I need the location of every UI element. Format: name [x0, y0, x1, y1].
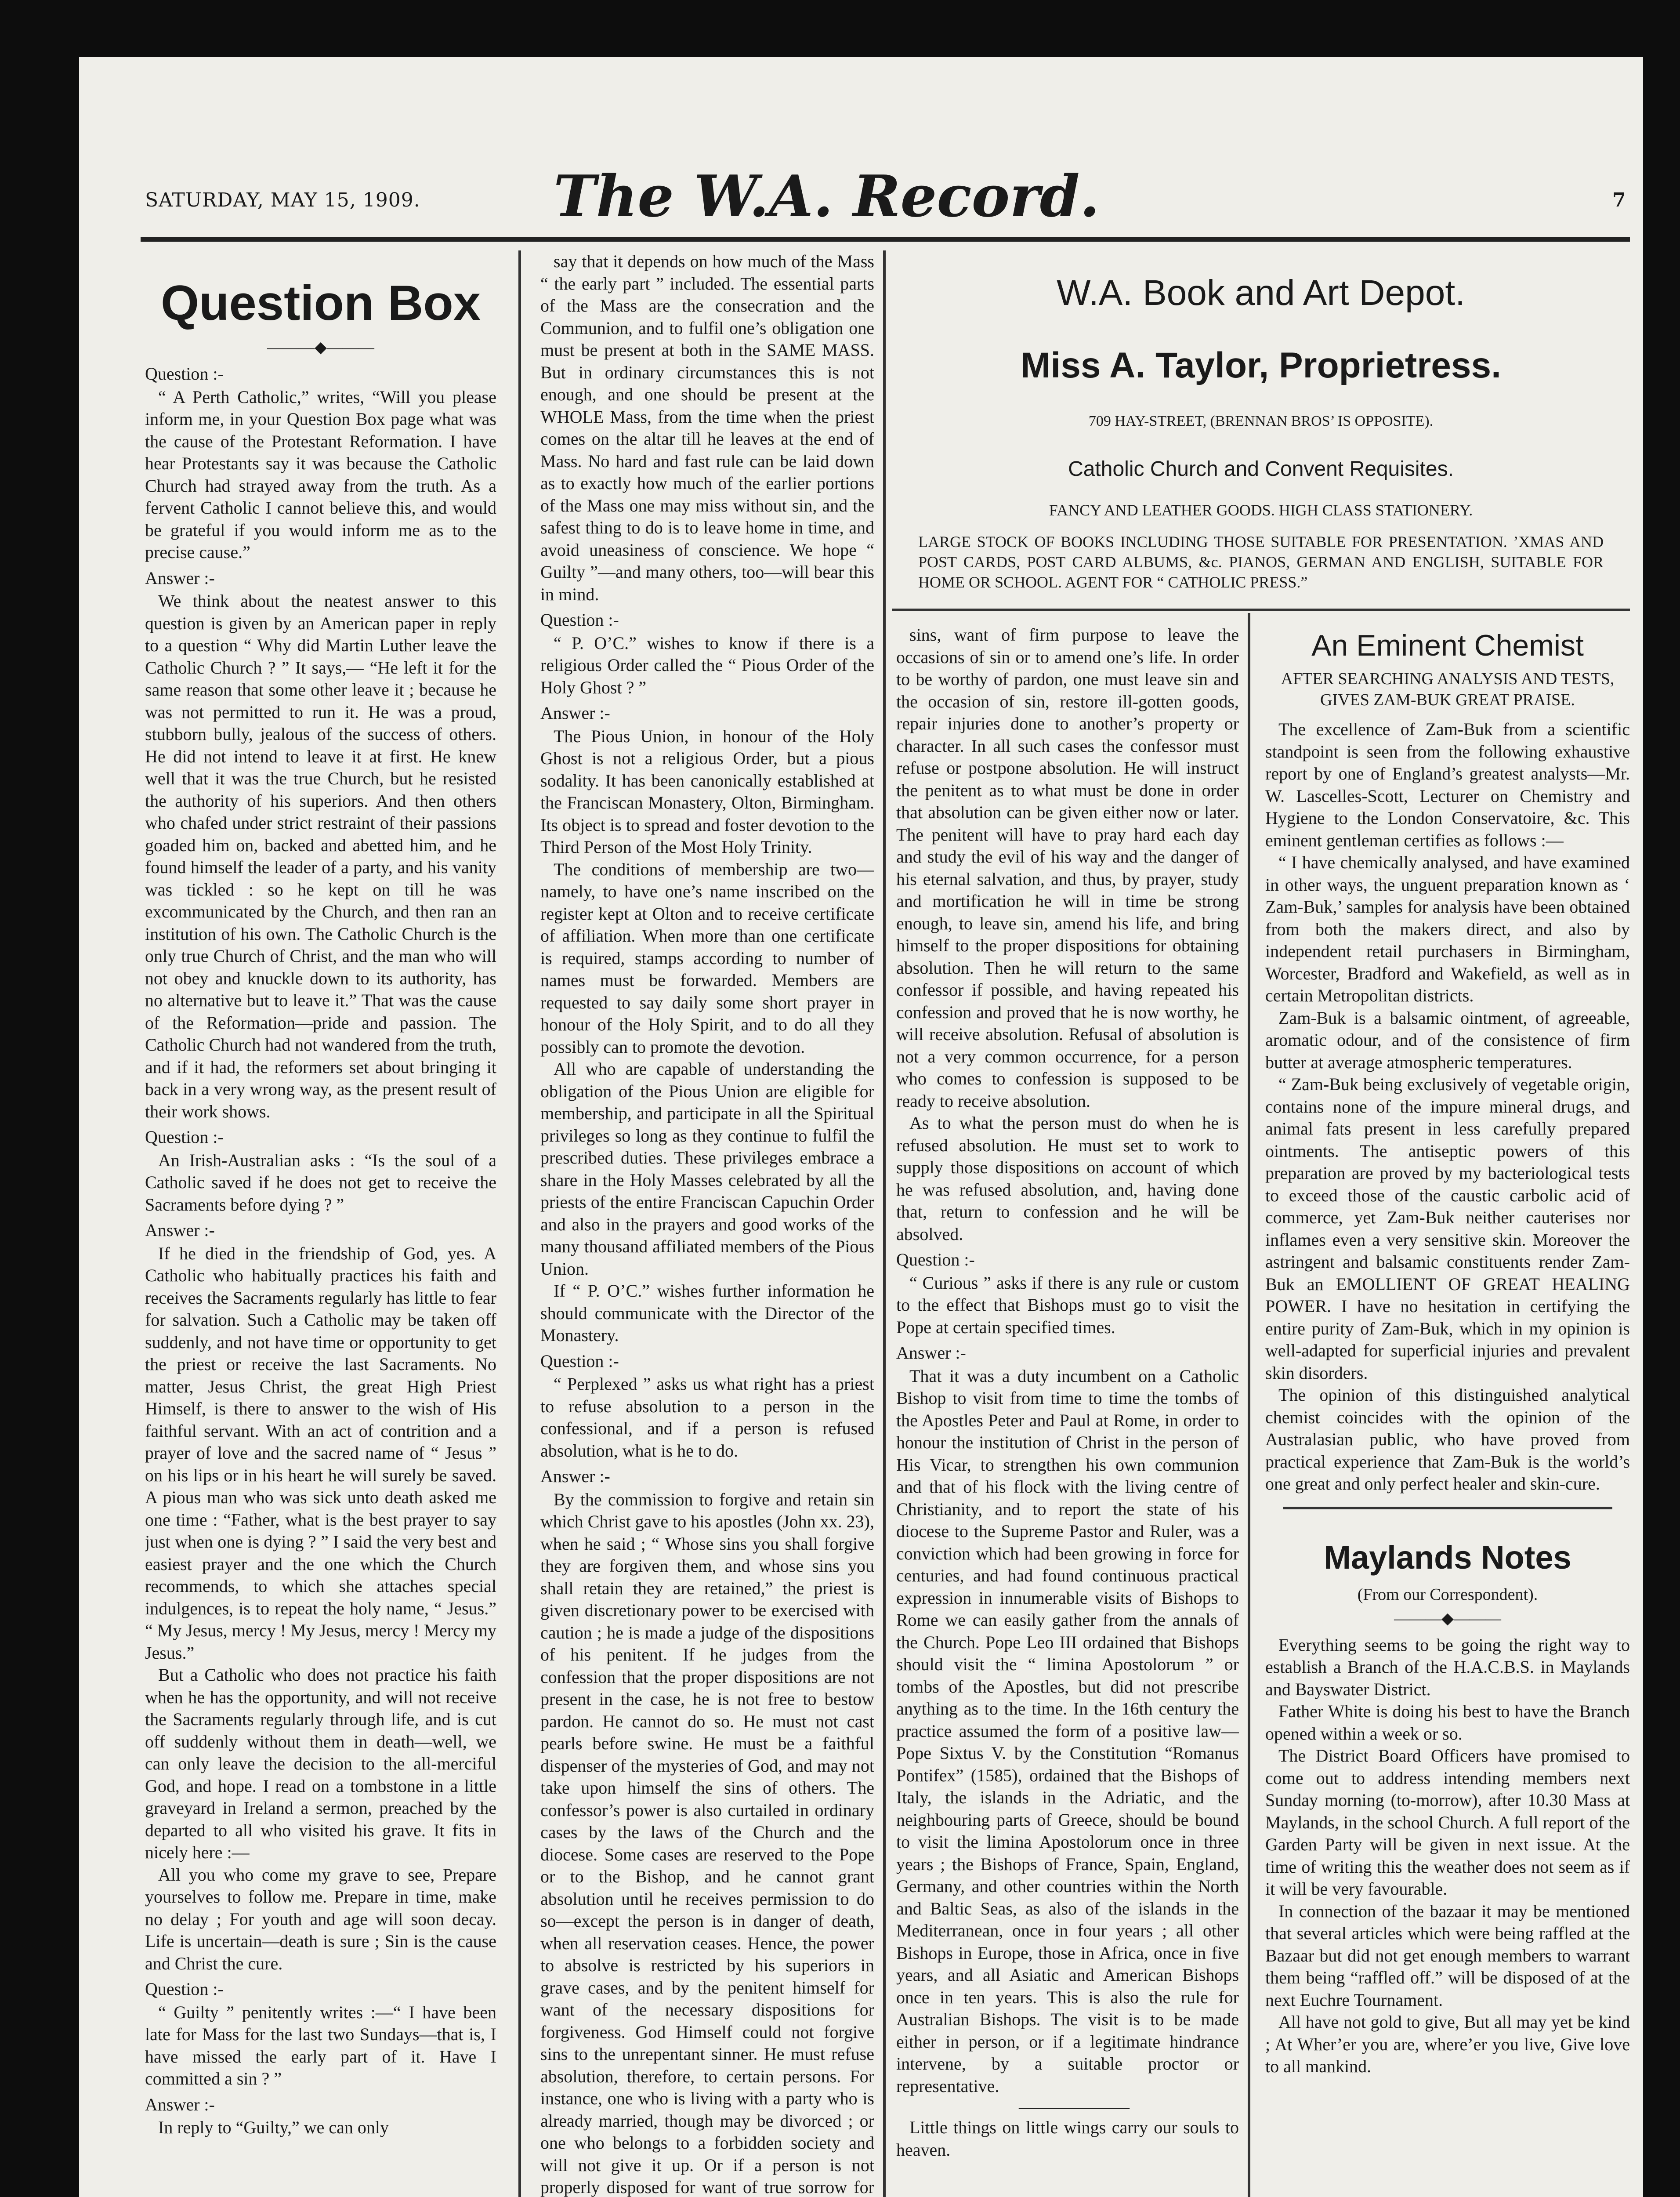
chemist-subheading: AFTER SEARCHING ANALYSIS AND TESTS, GIVES ZAM-BUK GREAT PRAISE. [1281, 670, 1615, 709]
right-column [1265, 624, 1630, 2197]
ad-address: 709 HAY-STREET, (BRENNAN BROS’ IS OPPOSITE). [1088, 413, 1434, 429]
question-answer-label: Question :- [540, 610, 619, 630]
paragraph: In connection of the bazaar it may be mentioned that several articles which were being raffled at the Bazaar but did not get enough members to warrant them being “raffled off.” will be disposed of at the next Euchre Tournament. [1265, 1901, 1630, 2010]
question-answer-label: Question :- [145, 1979, 224, 1999]
paragraph: In reply to “Guilty,” we can only [158, 2117, 389, 2137]
advertisement-bottom-rule [892, 609, 1630, 611]
paragraph: All who are capable of understanding the obligation of the Pious Union are eligible for membership, and participate in all the Spiritual privileges so long as they continue to fulfil the prescribed duties. These privileges embrace a share in the Holy Masses celebrated by all the priests of the entire Franciscan Capuchin Order and also in the prayers and good works of the many thousand affiliated members of the Pious Union. [540, 1059, 874, 1279]
paragraph: “ Guilty ” penitently writes :—“ I have been late for Mass for the last two Sundays—that is, I have missed the early part of it. Have I committed a sin ? ” [145, 2002, 496, 2088]
column-text [145, 363, 496, 2139]
chemist-heading: An Eminent Chemist [1311, 629, 1584, 662]
ornament-divider: ——————— [1019, 2098, 1130, 2116]
paragraph: “ Curious ” asks if there is any rule or custom to the effect that Bishops must go to visit the Pope at certain specified times. [896, 1273, 1239, 1337]
paragraph: If “ P. O’C.” wishes further information he should communicate with the Director of the Monastery. [540, 1281, 874, 1345]
column-text [896, 624, 1239, 2161]
paragraph: say that it depends on how much of the Mass “ the early part ” included. The essential parts of the Mass are the consecration and the Communion, and to fulfil one’s obligation one must be present at both in the SAME MASS. But in ordinary circumstances this is not enough, and one should be present at the WHOLE Mass, from the time when the priest comes on the altar till he leaves at the end of Mass. No hard and fast rule can be laid down as to exactly how much of the earlier portions of the Mass one may miss without sin, and the safest thing to do is to leave home in time, and avoid uneasiness of conscience. We hope “ Guilty ”—and many others, too—will bear this in mind. [540, 251, 874, 604]
masthead [79, 158, 1643, 237]
question-answer-label: Question :- [145, 364, 224, 384]
question-answer-label: Answer :- [540, 1466, 610, 1486]
newspaper-page [79, 57, 1643, 2197]
question-answer-label: Answer :- [896, 1343, 966, 1363]
paragraph: Father White is doing his best to have the Branch opened within a week or so. [1265, 1701, 1630, 1744]
question-answer-label: Answer :- [145, 2094, 215, 2114]
paragraph: Zam-Buk is a balsamic ointment, of agreeable, aromatic odour, and of the consistence of firm butter at average atmospheric temperatures. [1265, 1008, 1630, 1072]
question-answer-label: Question :- [896, 1250, 975, 1269]
paragraph: “ A Perth Catholic,” writes, “Will you please inform me, in your Question Box page what was the cause of the Protestant Reformation. I have hear Protestants say it was because the Catholic Church had strayed away from the truth. As a fervent Catholic I cannot believe this, and would be grateful if you would inform me as to the precise cause.” [145, 387, 496, 562]
newspaper-title: The W.A. Record. [554, 163, 1100, 230]
question-box-heading: Question Box [160, 276, 481, 330]
ad-requisites: Catholic Church and Convent Requisites. [1068, 457, 1454, 481]
question-answer-label: Answer :- [145, 568, 215, 588]
ad-proprietress: Miss A. Taylor, Proprietress. [1021, 345, 1501, 385]
page-number: 7 [1612, 189, 1626, 211]
ad-shop-name: W.A. Book and Art Depot. [1057, 273, 1465, 313]
paragraph: sins, want of firm purpose to leave the occasions of sin or to amend one’s life. In order to be worthy of pardon, one must leave sin and the occasion of sin, restore ill-gotten goods, repair injuries done to another’s property or character. In all such cases the confessor must refuse or postpone absolution. He will instruct the penitent as to what must be done in order that absolution can be given either now or later. The penitent will have to pray hard each day and study the evil of his way and the danger of his eternal salvation, and thus, by prayer, study and mortification he will in time be strong enough, to leave sin, amend his life, and bring himself to the proper dispositions for obtaining absolution. Then he will return to the same confessor if possible, and having repeated his confession and proved that he is now worthy, he will receive absolution. Refusal of absolution is not a very common occurrence, for a person who comes to confession is supposed to be ready to receive absolution. [896, 625, 1239, 1111]
column-text [540, 250, 874, 2197]
paragraph: All you who come my grave to see, Prepare yourselves to follow me. Prepare in time, make no delay ; For youth and age will soon decay. Life is uncertain—death is sure ; Sin is the cause and Christ the cure. [145, 1864, 496, 1973]
paragraph: By the commission to forgive and retain sin which Christ gave to his apostles (John xx. 23), when he said ; “ Whose sins you shall forgive they are forgiven them, and whose sins you shall retain they are retained,” the priest is given discretionary power to be exercised with caution ; he is made a judge of the dispositions of his penitent. If he judges from the confession that the proper dispositions are not present in the case, he is not free to bestow pardon. He cannot do so. He must not cast pearls before swine. He must be a faithful dispenser of the mysteries of God, and may not take upon himself the sins of others. The confessor’s power is also curtailed in ordinary cases by the laws of the Church and the diocese. Some cases are reserved to the Pope or to the Bishop, and he cannot grant absolution until he receives permission to do so—except the person is in danger of death, when all reservation ceases. Hence, the power to absolve is restricted by his superiors in grave cases, and by the penitent himself for want of the necessary dispositions for forgiveness. God Himself could not forgive sins to the unrepentant sinner. He must refuse absolution, therefore, to certain persons. For instance, one who is living with a party who is already married, though may be divorced ; or one who belongs to a forbidden society and will not give it up. Or if a person is not properly disposed for want of true sorrow for [540, 1489, 874, 2197]
paragraph: The District Board Officers have promised to come out to address intending members next Sunday morning (to-morrow), after 10.30 Mass at Maylands, in the school Church. A full report of the Garden Party will be given in next issue. At the time of writing this the weather does not seem as if it will be very favourable. [1265, 1746, 1630, 1899]
maylands-ornament: ———◆——— [1394, 1609, 1501, 1627]
paragraph: The Pious Union, in honour of the Holy Ghost is not a religious Order, but a pious sodality. It has been canonically established at the Franciscan Monastery, Olton, Birmingham. Its object is to spread and foster devotion to the Third Person of the Most Holy Trinity. [540, 726, 874, 857]
column-divider [1248, 613, 1250, 2197]
paragraph: An Irish-Australian asks : “Is the soul of a Catholic saved if he does not get to receive the Sacraments before dying ? ” [145, 1150, 496, 1215]
paragraph: Little things on little wings carry our souls to heaven. [896, 2117, 1239, 2160]
maylands-subheading: (From our Correspondent). [1357, 1585, 1538, 1604]
paragraph: Everything seems to be going the right way to establish a Branch of the H.A.C.B.S. in Maylands and Bayswater District. [1265, 1635, 1630, 1699]
chemist-text [1265, 718, 1630, 1495]
paragraph: “ Zam-Buk being exclusively of vegetable origin, contains none of the impure mineral drugs, and animal fats present in less carefully prepared ointments. The antiseptic powers of this preparation are proved by my bacteriological tests to exceed those of the caustic carbolic acid of commerce, yet Zam-Buk neither cauterises nor inflames even a very sensitive skin. Moreover the astringent and balsamic constituents render Zam-Buk an EMOLLIENT OF GREAT HEALING POWER. I have no hesitation in certifying the entire purity of Zam-Buk, which in my opinion is well-adapted for superficial injuries and prevalent skin disorders. [1265, 1074, 1630, 1383]
heading-ornament: ———◆——— [267, 338, 374, 356]
column-divider [518, 250, 521, 2197]
question-answer-label: Answer :- [540, 703, 610, 723]
paragraph: The conditions of membership are two—namely, to have one’s name inscribed on the register kept at Olton and to receive certificate of affiliation. When more than one certificate is required, stamps according to number of names must be forwarded. Members are requested to say daily some short prayer in honour of the Holy Spirit, and to do all they possibly can to promote the devotion. [540, 859, 874, 1057]
paragraph: “ P. O’C.” wishes to know if there is a religious Order called the “ Pious Order of the Holy Ghost ? ” [540, 633, 874, 697]
maylands-text [1265, 1634, 1630, 2078]
paragraph: We think about the neatest answer to this question is given by an American paper in reply to a question “ Why did Martin Luther leave the Catholic Church ? ” It says,— “He left it for the same reason that some other leave it ; because he was not permitted to run it. He was a proud, stubborn bully, jealous of the success of others. He did not intend to leave it at first. He knew well that it was the true Church, but he resisted the authority of his superiors. And then others who chafed under strict restraint of their passions goaded him on, backed and abetted him, and he found himself the leader of a party, and his vanity was tickled : so he kept on till he was excommunicated by the Church, and then ran an institution of his own. The Catholic Church is the only true Church of Christ, and the man who will not obey and knuckle down to its authority, has no alternative but to leave it.” That was the cause of the Reformation—pride and passion. The Catholic Church had not wandered from the truth, and if it had, the reformers set about bringing it back in a very wrong way, as the present result of their work shows. [145, 591, 496, 1121]
question-box-column-2 [540, 250, 874, 2197]
paragraph: But a Catholic who does not practice his faith when he has the opportunity, and will not receive the Sacraments regularly through life, and is cut off suddenly without them in death—well, we can only leave the decision to the all-merciful God, and hope. I read on a tombstone in a little graveyard in Ireland a sermon, preached by the departed to all who visited his grave. It fits in nicely here :— [145, 1665, 496, 1862]
paragraph: All have not gold to give, But all may yet be kind ; At Wher’er you are, where’er you live, Give love to all mankind. [1265, 2012, 1630, 2076]
paragraph: That it was a duty incumbent on a Catholic Bishop to visit from time to time the tombs of the Apostles Peter and Paul at Rome, in order to honour the institution of Christ in the person of His Vicar, to strengthen his own communion and that of his flock with the living centre of Christianity, and to report the state of his diocese to the Supreme Pastor and Ruler, was a conviction which had been growing in force for centuries, and had found continuous practical expression in innumerable visits of Bishops to Rome we can easily gather from the annals of the Church. Pope Leo III ordained that Bishops should visit the “ limina Apostolorum ” or tombs of the Apostles, but did not prescribe anything as to the time. In the 16th century the practice assumed the form of a positive law—Pope Sixtus V. by the Constitution “Romanus Pontifex” (1585), ordained that the Bishops of Italy, the islands in the Adriatic, and the neighbouring parts of Greece, should be bound to visit the limina Apostolorum once in three years ; the Bishops of France, Spain, England, Germany, and other countries within the North and Baltic Seas, as also of the islands in the Mediterranean, once in four years ; all other Bishops in Europe, those in Africa, once in five years, and all Asiatic and American Bishops once in ten years. This is also the rule for Australian Bishops. The visit is to be made either in person, or if a legitimate hindrance intervene, by a suitable proctor or representative. [896, 1366, 1239, 2096]
question-answer-label: Question :- [540, 1351, 619, 1371]
ad-stock: LARGE STOCK OF BOOKS INCLUDING THOSE SUITABLE FOR PRESENTATION. ’XMAS AND POST CARDS, POST CARD ALBUMS, &c. PIANOS, GERMAN AND ENGLISH, SUITABLE FOR HOME OR SCHOOL. AGENT FOR “ CATHOLIC PRESS.” [918, 533, 1604, 591]
question-box-column-3 [896, 624, 1239, 2197]
question-box-column-1 [145, 250, 496, 2197]
ad-goods: FANCY AND LEATHER GOODS. HIGH CLASS STATIONERY. [1049, 501, 1473, 519]
question-answer-label: Answer :- [145, 1220, 215, 1240]
maylands-heading: Maylands Notes [1324, 1539, 1571, 1576]
paragraph: The excellence of Zam-Buk from a scientific standpoint is seen from the following exhaustive report by one of England’s greatest analysts—Mr. W. Lascelles-Scott, Lecturer on Chemistry and Hygiene to the London Conservatoire, &c. This eminent gentleman certifies as follows :— [1265, 719, 1630, 850]
paragraph: “ Perplexed ” asks us what right has a priest to refuse absolution to a person in the confessional, and if a person is refused absolution, what is he to do. [540, 1374, 874, 1461]
paragraph: If he died in the friendship of God, yes. A Catholic who habitually practices his faith and receives the Sacraments regularly has little to fear for salvation. Such a Catholic may be taken off suddenly, and not have time or opportunity to get the priest or receive the last Sacraments. No matter, Jesus Christ, the great High Priest Himself, is there to answer to the wish of His faithful servant. With an act of contrition and a prayer of love and the sacred name of “ Jesus ” on his lips or in his heart he will surely be saved. A pious man who was sick unto death asked me one time : “Father, what is the best prayer to say just when one is dying ? ” I said the very best and easiest prayer and the one which the Church recommends, to which she attaches special indulgences, is to repeat the holy name, “ Jesus.” “ My Jesus, mercy ! My Jesus, mercy ! Mercy my Jesus.” [145, 1243, 496, 1663]
paragraph: “ I have chemically analysed, and have examined in other ways, the unguent preparation known as ‘ Zam-Buk,’ samples for analysis have been obtained from both the makers direct, and also by independent retail purchasers in Birmingham, Worcester, Bradford and Wakefield, as well as in certain Metropolitan districts. [1265, 852, 1630, 1005]
section-divider [1283, 1507, 1612, 1509]
paragraph: The opinion of this distinguished analytical chemist coincides with the opinion of the Australasian public, who have proved from practical experience that Zam-Buk is the world’s one great and only perfect healer and skin-cure. [1265, 1385, 1630, 1494]
book-depot-advertisement [892, 250, 1630, 606]
paragraph: As to what the person must do when he is refused absolution. He must set to work to supply those dispositions on account of which he was refused absolution, and, having done that, return to confession and he will be absolved. [896, 1113, 1239, 1244]
issue-date: SATURDAY, MAY 15, 1909. [145, 189, 420, 211]
question-answer-label: Question :- [145, 1127, 224, 1147]
column-divider [883, 250, 886, 2197]
masthead-rule [141, 237, 1630, 242]
